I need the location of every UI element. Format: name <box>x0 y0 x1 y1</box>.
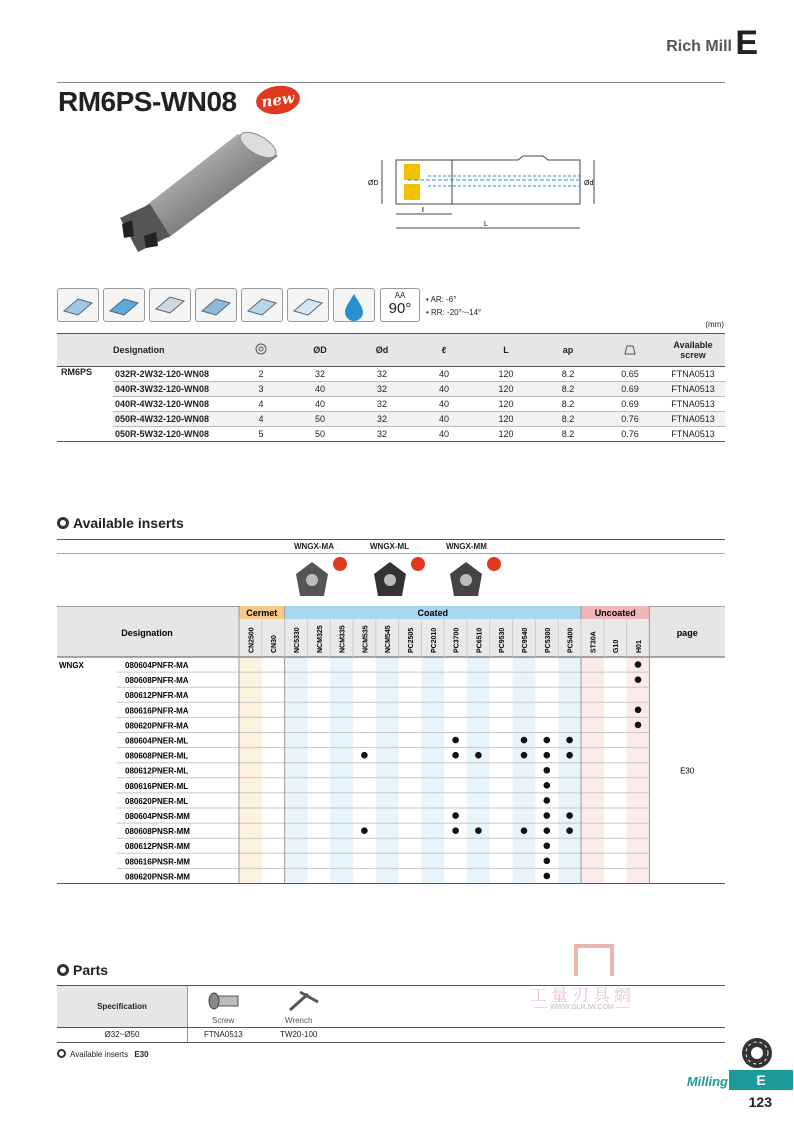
id-header: Ød <box>351 334 413 367</box>
availability-dot <box>452 812 459 819</box>
holder-cell-d: 32 <box>351 397 413 412</box>
grade-group-label: Uncoated <box>594 608 636 618</box>
holder-cell-D: 50 <box>289 427 351 442</box>
holder-cell-kg: 0.69 <box>599 397 661 412</box>
application-icon-ramping <box>195 288 237 322</box>
holder-cell-des: 040R-4W32-120-WN08 <box>113 397 233 412</box>
rake-angles <box>426 293 481 319</box>
holder-cell-L: 120 <box>475 427 537 442</box>
holder-cell-l: 40 <box>413 412 475 427</box>
approach-label: AA <box>394 291 406 300</box>
insert-mm-image <box>450 557 501 596</box>
holder-cell-screw: FTNA0513 <box>661 427 725 442</box>
grade-label: PC6510 <box>476 627 484 653</box>
insert-designation: 080604PNFR-MA <box>125 661 189 670</box>
holder-header-row <box>57 334 725 367</box>
holder-cell-kg: 0.65 <box>599 367 661 382</box>
od-label: ØD <box>368 180 379 187</box>
holder-cell-D: 50 <box>289 412 351 427</box>
holder-cell-screw: FTNA0513 <box>661 367 725 382</box>
insert-designation: 080620PNER-ML <box>125 796 189 806</box>
grade-label: NCM325 <box>316 625 324 653</box>
watermark-text: 工量刃具網 <box>530 986 635 1005</box>
parts-screw-value: FTNA0513 <box>204 1030 243 1039</box>
grade-label: PC2505 <box>408 627 415 653</box>
availability-dot <box>566 752 573 759</box>
holder-cell-D: 40 <box>289 382 351 397</box>
availability-dot <box>544 752 551 759</box>
section-letter: E <box>735 24 758 62</box>
holder-cell-screw: FTNA0513 <box>661 382 725 397</box>
application-icon-slotting <box>149 288 191 322</box>
footer-section-tab: E <box>729 1070 793 1090</box>
screw-label: Screw <box>212 1016 235 1025</box>
availability-dot <box>521 827 528 834</box>
teeth-header <box>233 334 289 367</box>
holder-cell-L: 120 <box>475 412 537 427</box>
availability-dot <box>452 737 459 744</box>
insert-images <box>288 556 528 604</box>
insert-designation: 080620PNFR-MA <box>125 721 189 731</box>
grade-label: ST30A <box>590 631 598 653</box>
availability-dot <box>635 676 642 683</box>
link-bullet-icon <box>57 1049 66 1058</box>
grade-column-tint <box>627 657 650 884</box>
application-icon-plunging <box>241 288 283 322</box>
holder-cell-D: 32 <box>289 367 351 382</box>
insert-designation: 080612PNFR-MA <box>125 691 189 701</box>
availability-dot <box>475 752 482 759</box>
end-mill-image <box>108 128 288 258</box>
availability-dot <box>544 767 551 774</box>
page-reference: E30 <box>680 766 695 776</box>
holder-cell-L: 120 <box>475 367 537 382</box>
availability-dot <box>566 827 573 834</box>
holder-cell-ap: 8.2 <box>537 382 599 397</box>
holder-cell-l: 40 <box>413 427 475 442</box>
parts-note-label: Available inserts <box>70 1050 129 1059</box>
availability-dot <box>452 752 459 759</box>
availability-dot <box>635 661 642 668</box>
holder-cell-des: 032R-2W32-120-WN08 <box>113 367 233 382</box>
insert-type-mm: WNGX-MM <box>446 542 487 551</box>
family-header <box>57 334 113 367</box>
insert-designation: 080608PNER-ML <box>125 751 189 761</box>
grade-label: G10 <box>613 639 621 653</box>
insert-designation: 080616PNFR-MA <box>125 706 189 716</box>
grade-column-tint <box>330 657 353 884</box>
wrench-icon <box>284 988 324 1014</box>
insert-designation: 080616PNER-ML <box>125 781 189 791</box>
l-label: ℓ <box>422 207 425 214</box>
availability-dot <box>452 827 459 834</box>
approach-angle-box <box>380 288 420 322</box>
parts-section-label: Parts <box>73 962 109 978</box>
grade-label: NCM545 <box>385 625 393 653</box>
holder-cell-des: 050R-5W32-120-WN08 <box>113 427 233 442</box>
holder-cell-kg: 0.69 <box>599 382 661 397</box>
holder-cell-L: 120 <box>475 382 537 397</box>
holder-cell-des: 040R-3W32-120-WN08 <box>113 382 233 397</box>
weight-header <box>599 334 661 367</box>
grade-column-tint <box>558 657 581 884</box>
parts-spec-value: Ø32~Ø50 <box>104 1030 140 1039</box>
l-header: ℓ <box>413 334 475 367</box>
holder-cell-screw: FTNA0513 <box>661 412 725 427</box>
holder-table <box>57 333 725 442</box>
radial-rake: • RR: -20°~-14° <box>426 308 482 317</box>
wrench-label: Wrench <box>285 1016 313 1025</box>
holder-row <box>57 367 725 382</box>
application-icon-pocketing <box>287 288 329 322</box>
holder-cell-l: 40 <box>413 367 475 382</box>
approach-angle: 90° <box>388 300 412 317</box>
inserts-type-rule <box>57 553 725 554</box>
units-label: (mm) <box>705 320 724 329</box>
watermark-url: —— WWW.GLRJW.COM —— <box>534 1004 630 1011</box>
watermark-logo <box>574 944 614 976</box>
teeth-icon <box>255 343 267 355</box>
holder-cell-kg: 0.76 <box>599 427 661 442</box>
availability-dot <box>544 812 551 819</box>
grade-label: CN2500 <box>248 627 256 653</box>
grade-column-tint <box>239 657 262 884</box>
holder-cell-ap: 8.2 <box>537 367 599 382</box>
parts-col-divider <box>187 986 188 1043</box>
availability-dot <box>544 858 551 865</box>
parts-note[interactable] <box>57 1049 149 1059</box>
availability-dot <box>521 737 528 744</box>
holder-cell-l: 40 <box>413 397 475 412</box>
holder-row <box>57 412 725 427</box>
holder-cell-d: 32 <box>351 367 413 382</box>
grade-label: NC5330 <box>294 627 301 653</box>
holder-cell-ap: 8.2 <box>537 412 599 427</box>
holder-cell-z: 4 <box>233 412 289 427</box>
grade-label: PC3700 <box>453 627 461 653</box>
insert-designation: 080620PNSR-MM <box>125 872 190 882</box>
parts-bottom-rule <box>57 1042 725 1043</box>
screw-icon <box>206 988 246 1014</box>
holder-cell-d: 32 <box>351 382 413 397</box>
parts-spec-header: Specification <box>57 986 187 1027</box>
designation-header: Designation <box>113 334 233 367</box>
page-number: 123 <box>748 1094 772 1110</box>
designation-header: Designation <box>121 628 173 638</box>
holder-cell-d: 32 <box>351 427 413 442</box>
milling-cutter-icon <box>740 1036 774 1070</box>
insert-type-ma: WNGX-MA <box>294 542 334 551</box>
section-bullet-icon <box>57 517 69 529</box>
grade-label: H01 <box>636 640 643 653</box>
availability-dot <box>521 752 528 759</box>
holder-cell-ap: 8.2 <box>537 397 599 412</box>
ap-header: ap <box>537 334 599 367</box>
parts-note-ref[interactable]: E30 <box>134 1050 149 1059</box>
holder-cell-z: 4 <box>233 397 289 412</box>
availability-dot <box>544 782 551 789</box>
availability-dot <box>566 812 573 819</box>
holder-row <box>57 427 725 442</box>
inserts-top-rule <box>57 539 725 540</box>
parts-section-title <box>57 962 108 978</box>
inserts-section-label: Available inserts <box>73 515 184 531</box>
availability-dot <box>475 827 482 834</box>
availability-dot <box>544 737 551 744</box>
availability-dot <box>544 842 551 849</box>
holder-cell-ap: 8.2 <box>537 427 599 442</box>
application-icon-shoulder <box>103 288 145 322</box>
grade-label: PC2010 <box>430 627 438 653</box>
grade-column-tint <box>581 657 604 884</box>
footer-category: Milling <box>686 1074 728 1089</box>
new-badge: new <box>254 83 301 117</box>
insert-family: WNGX <box>59 661 84 670</box>
grade-label: PC9540 <box>522 627 529 653</box>
grade-label: NCM535 <box>362 625 370 653</box>
screw-header: Available screw <box>661 334 725 367</box>
grade-column-tint <box>285 657 308 884</box>
parts-mid-rule <box>57 1027 725 1028</box>
L-header: L <box>475 334 537 367</box>
inserts-section-title <box>57 515 184 531</box>
insert-ma-image <box>296 557 347 596</box>
holder-cell-z: 2 <box>233 367 289 382</box>
insert-designation: 080604PNER-ML <box>125 736 189 746</box>
holder-cell-d: 32 <box>351 412 413 427</box>
availability-dot <box>544 873 551 880</box>
availability-dot <box>544 827 551 834</box>
holder-row <box>57 382 725 397</box>
L-label: L <box>484 221 488 228</box>
grade-column-tint <box>467 657 490 884</box>
availability-dot <box>566 737 573 744</box>
availability-dot <box>635 722 642 729</box>
insert-designation: 080616PNSR-MM <box>125 857 190 867</box>
grade-label: NCM335 <box>339 625 347 653</box>
holder-cell-screw: FTNA0513 <box>661 397 725 412</box>
insert-type-ml: WNGX-ML <box>370 542 410 551</box>
grade-label: PC5300 <box>544 627 552 653</box>
application-icon-facing <box>57 288 99 322</box>
inserts-grid <box>57 606 725 884</box>
grade-group-label: Coated <box>417 608 449 618</box>
axial-rake: • AR: -6° <box>426 295 457 304</box>
holder-cell-z: 5 <box>233 427 289 442</box>
availability-dot <box>544 797 551 804</box>
insert-designation: 080612PNER-ML <box>125 766 189 776</box>
series-name: Rich Mill <box>666 38 732 55</box>
grade-column-tint <box>421 657 444 884</box>
insert-designation: 080608PNSR-MM <box>125 827 190 837</box>
insert-ml-image <box>374 557 425 596</box>
parts-wrench-value: TW20-100 <box>280 1030 318 1039</box>
availability-dot <box>361 752 368 759</box>
grade-group-label: Cermet <box>246 608 278 618</box>
insert-designation: 080604PNSR-MM <box>125 812 190 821</box>
availability-dot <box>635 707 642 714</box>
grade-label: PC9530 <box>499 627 507 653</box>
grade-label: PC5400 <box>567 627 575 653</box>
holder-cell-kg: 0.76 <box>599 412 661 427</box>
holder-cell-des: 050R-4W32-120-WN08 <box>113 412 233 427</box>
holder-cell-z: 3 <box>233 382 289 397</box>
dimension-drawing <box>368 152 608 232</box>
grade-column-tint <box>513 657 536 884</box>
grade-label: CN30 <box>271 635 279 653</box>
availability-dot <box>361 827 368 834</box>
insert-designation: 080608PNFR-MA <box>125 676 189 686</box>
insert-designation: 080612PNSR-MM <box>125 842 190 852</box>
id-label: Ød <box>584 180 594 187</box>
od-header: ØD <box>289 334 351 367</box>
page-header: page <box>676 628 698 638</box>
product-title: RM6PS-WN08 <box>58 86 237 117</box>
header-divider <box>57 82 725 83</box>
weight-icon <box>622 343 638 355</box>
holder-family: RM6PS <box>57 367 113 442</box>
holder-row <box>57 397 725 412</box>
grade-column-tint <box>376 657 399 884</box>
holder-cell-l: 40 <box>413 382 475 397</box>
coolant-icon <box>333 288 375 322</box>
section-bullet-icon <box>57 964 69 976</box>
inserts-table <box>57 606 725 884</box>
holder-cell-D: 40 <box>289 397 351 412</box>
holder-cell-L: 120 <box>475 397 537 412</box>
